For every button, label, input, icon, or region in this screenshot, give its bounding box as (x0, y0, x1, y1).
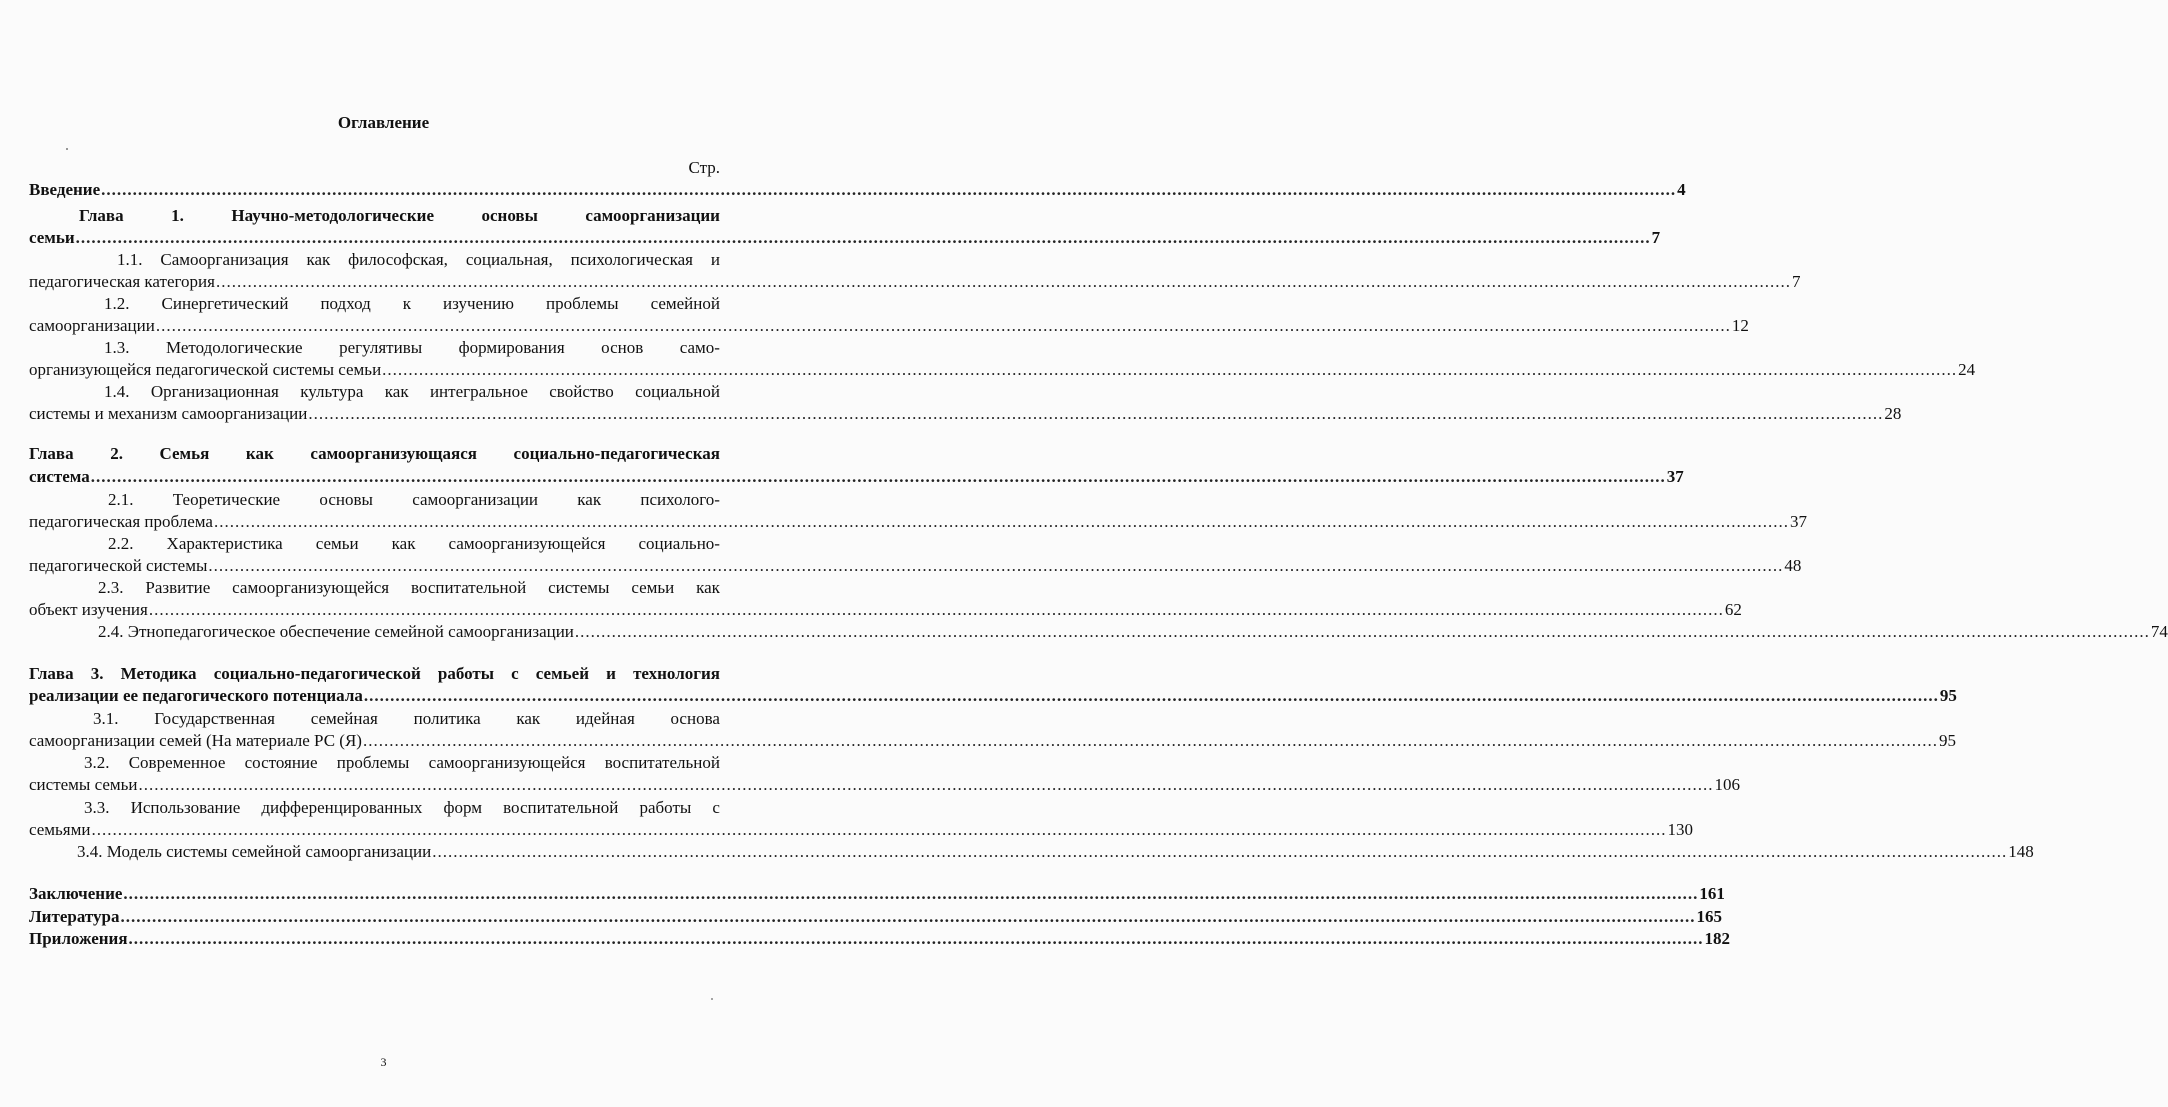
dot-leader: ............................................................................................................................................................................................................................................................................................................ (123, 884, 1699, 903)
section-2-1-cont (29, 511, 1807, 533)
entry-text: системы семьи (29, 775, 138, 794)
word: как (245, 444, 274, 463)
word: свойство (549, 382, 614, 401)
chapter-1-cont (29, 227, 1661, 249)
dot-leader: ............................................................................................................................................................................................................................................................................................................ (362, 731, 1938, 750)
word: 3.1. (93, 709, 119, 728)
entry-text: Литература (29, 907, 120, 926)
word: социальная, (465, 250, 553, 269)
word: семьи (315, 534, 359, 553)
word: Развитие (145, 578, 211, 597)
section-3-2-cont (29, 774, 1740, 796)
section-3-3 (84, 797, 720, 819)
entry-text: Введение (29, 180, 101, 199)
word: семьи (631, 578, 675, 597)
word: регулятивы (339, 338, 423, 357)
entry-text: система (29, 467, 90, 486)
entry-page: 24 (1958, 360, 1976, 379)
word: подход (320, 294, 371, 313)
word: формирования (458, 338, 565, 357)
word: социально-педагогическая (513, 444, 720, 463)
entry-page: 28 (1884, 404, 1902, 423)
word: самоорганизующейся (232, 578, 390, 597)
dot-leader: ............................................................................................................................................................................................................................................................................................................ (363, 686, 1939, 705)
dot-leader: ............................................................................................................................................................................................................................................................................................................ (128, 929, 1704, 948)
chapter-1-heading (79, 205, 720, 227)
entry-page: 148 (2008, 842, 2034, 861)
entry-text: семьи (29, 228, 75, 247)
section-3-4 (77, 841, 2034, 863)
entry-page: 37 (1789, 512, 1807, 531)
word: Современное (128, 753, 226, 772)
word: с (511, 664, 519, 683)
word: основ (601, 338, 644, 357)
entry-page: 161 (1699, 884, 1725, 903)
entry-page: 74 (2150, 622, 2168, 641)
word: 3.3. (84, 798, 110, 817)
word: 2.2. (108, 534, 134, 553)
section-2-1 (108, 489, 720, 511)
dot-leader: ............................................................................................................................................................................................................................................................................................................ (101, 180, 1677, 199)
section-1-1-cont (29, 271, 1801, 293)
entry-text: объект изучения (29, 600, 148, 619)
word: Методика (120, 664, 197, 683)
dot-leader: ............................................................................................................................................................................................................................................................................................................ (148, 600, 1724, 619)
word: самоорганизующаяся (310, 444, 477, 463)
word: самоорганизующейся (448, 534, 606, 553)
word: к (402, 294, 412, 313)
word: воспитательной (503, 798, 619, 817)
word: культура (300, 382, 364, 401)
word: как (391, 534, 416, 553)
section-1-2 (104, 293, 720, 315)
section-3-3-cont (29, 819, 1693, 841)
word: форм (443, 798, 483, 817)
word: проблемы (546, 294, 619, 313)
word: Семья (159, 444, 210, 463)
chapter-2-cont (29, 466, 1684, 488)
word: психологическая (570, 250, 693, 269)
entry-text: самоорганизации семей (На материале РС (Я) (29, 731, 362, 750)
chapter-3-heading (29, 663, 720, 685)
word: Теоретические (172, 490, 281, 509)
dot-leader: ............................................................................................................................................................................................................................................................................................................ (215, 272, 1791, 291)
section-1-1 (117, 249, 720, 271)
entry-text: педагогической системы (29, 556, 208, 575)
word: социальной (635, 382, 720, 401)
entry-text: организующейся педагогической системы семьи (29, 360, 382, 379)
entry-page: 4 (1677, 180, 1686, 199)
section-1-3-cont (29, 359, 1976, 381)
dot-leader: ............................................................................................................................................................................................................................................................................................................ (208, 556, 1784, 575)
entry-text: Приложения (29, 929, 128, 948)
word: системы (548, 578, 610, 597)
word: 1.3. (104, 338, 130, 357)
word: работы (639, 798, 692, 817)
scan-speck (66, 148, 68, 150)
entry-text: системы и механизм самоорганизации (29, 404, 308, 423)
word: технология (633, 664, 720, 683)
word: само- (679, 338, 720, 357)
entry-page: 7 (1651, 228, 1661, 247)
word: семейной (650, 294, 720, 313)
entry-page: 7 (1791, 272, 1801, 291)
entry-page: 165 (1696, 907, 1722, 926)
word: воспитательной (604, 753, 720, 772)
word: как (516, 709, 541, 728)
dot-leader: ............................................................................................................................................................................................................................................................................................................ (155, 316, 1731, 335)
word: 1. (171, 206, 184, 225)
word: Методологические (166, 338, 303, 357)
entry-text: реализации ее педагогического потенциала (29, 686, 363, 705)
section-1-4-cont (29, 403, 1902, 425)
section-3-1 (93, 708, 720, 730)
word: самоорганизующейся (428, 753, 586, 772)
word: 2.3. (98, 578, 124, 597)
word: 1.1. (117, 250, 143, 269)
word: интегральное (429, 382, 528, 401)
section-2-3-cont (29, 599, 1742, 621)
word: с (712, 798, 720, 817)
word: 3. (90, 664, 104, 683)
word: 2. (110, 444, 123, 463)
dot-leader: ............................................................................................................................................................................................................................................................................................................ (120, 907, 1696, 926)
section-1-3 (104, 337, 720, 359)
entry-text: семьями (29, 820, 91, 839)
section-2-2-cont (29, 555, 1802, 577)
word: как (306, 250, 331, 269)
entry-page: 12 (1731, 316, 1749, 335)
entry-page: 95 (1939, 686, 1957, 705)
entry-page: 37 (1666, 467, 1684, 486)
word: самоорганизации (585, 206, 720, 225)
chapter-2-heading (29, 443, 720, 465)
entry-page: 62 (1724, 600, 1742, 619)
scan-speck (711, 998, 713, 1000)
dot-leader: ............................................................................................................................................................................................................................................................................................................ (91, 820, 1667, 839)
toc-title: Оглавление (337, 113, 430, 132)
word: воспитательной (410, 578, 527, 597)
section-2-4 (98, 621, 2168, 643)
section-3-1-cont (29, 730, 1956, 752)
section-2-2 (108, 533, 720, 555)
word: 3.2. (84, 753, 110, 772)
word: и (606, 664, 616, 683)
dot-leader: ............................................................................................................................................................................................................................................................................................................ (75, 228, 1651, 247)
toc-entry-appendix (29, 928, 1731, 950)
entry-page: 106 (1714, 775, 1740, 794)
dot-leader: ............................................................................................................................................................................................................................................................................................................ (432, 842, 2008, 861)
word: изучению (443, 294, 514, 313)
entry-text: 3.4. Модель системы семейной самоорганизации (77, 842, 432, 861)
word: Глава (29, 444, 74, 463)
word: Научно-методологические (231, 206, 434, 225)
word: философская, (348, 250, 448, 269)
word: проблемы (336, 753, 410, 772)
word: Глава (29, 664, 74, 683)
word: работы (437, 664, 494, 683)
word: как (696, 578, 720, 597)
word: 1.2. (104, 294, 130, 313)
word: Синергетический (161, 294, 289, 313)
word: семейная (310, 709, 378, 728)
dot-leader: ............................................................................................................................................................................................................................................................................................................ (90, 467, 1666, 486)
word: 1.4. (104, 382, 130, 401)
entry-page: 48 (1784, 556, 1802, 575)
word: основа (670, 709, 720, 728)
word: Самоорганизация (160, 250, 289, 269)
section-1-4 (104, 381, 720, 403)
word: как (577, 490, 602, 509)
entry-page: 130 (1667, 820, 1693, 839)
word: Использование (130, 798, 241, 817)
word: основы (319, 490, 373, 509)
word: политика (413, 709, 481, 728)
toc-entry-intro (29, 179, 1686, 201)
section-3-2 (84, 752, 720, 774)
word: социально-педагогической (213, 664, 421, 683)
entry-text: Заключение (29, 884, 123, 903)
page-column-label: Стр. (688, 158, 720, 177)
dot-leader: ............................................................................................................................................................................................................................................................................................................ (138, 775, 1714, 794)
section-2-3 (98, 577, 720, 599)
chapter-3-cont (29, 685, 1957, 707)
toc-entry-literature (29, 906, 1722, 928)
toc-entry-conclusion (29, 883, 1725, 905)
dot-leader: ............................................................................................................................................................................................................................................................................................................ (574, 622, 2150, 641)
word: идейная (575, 709, 635, 728)
word: и (710, 250, 720, 269)
word: основы (481, 206, 538, 225)
dot-leader: ............................................................................................................................................................................................................................................................................................................ (213, 512, 1789, 531)
word: как (384, 382, 409, 401)
word: семьей (535, 664, 590, 683)
section-1-2-cont (29, 315, 1749, 337)
word: Характеристика (166, 534, 283, 553)
dot-leader: ............................................................................................................................................................................................................................................................................................................ (308, 404, 1884, 423)
word: состояние (244, 753, 318, 772)
word: самоорганизации (412, 490, 539, 509)
entry-text: 2.4. Этнопедагогическое обеспечение семейной самоорганизации (98, 622, 574, 641)
page-number: 3 (380, 1055, 387, 1069)
entry-page: 182 (1704, 929, 1731, 948)
word: социально- (638, 534, 720, 553)
word: психолого- (640, 490, 720, 509)
entry-text: педагогическая проблема (29, 512, 213, 531)
word: Организационная (150, 382, 279, 401)
word: Глава (79, 206, 124, 225)
word: Государственная (154, 709, 275, 728)
word: 2.1. (108, 490, 134, 509)
entry-text: педагогическая категория (29, 272, 215, 291)
dot-leader: ............................................................................................................................................................................................................................................................................................................ (382, 360, 1958, 379)
entry-page: 95 (1938, 731, 1956, 750)
word: дифференцированных (261, 798, 423, 817)
entry-text: самоорганизации (29, 316, 155, 335)
